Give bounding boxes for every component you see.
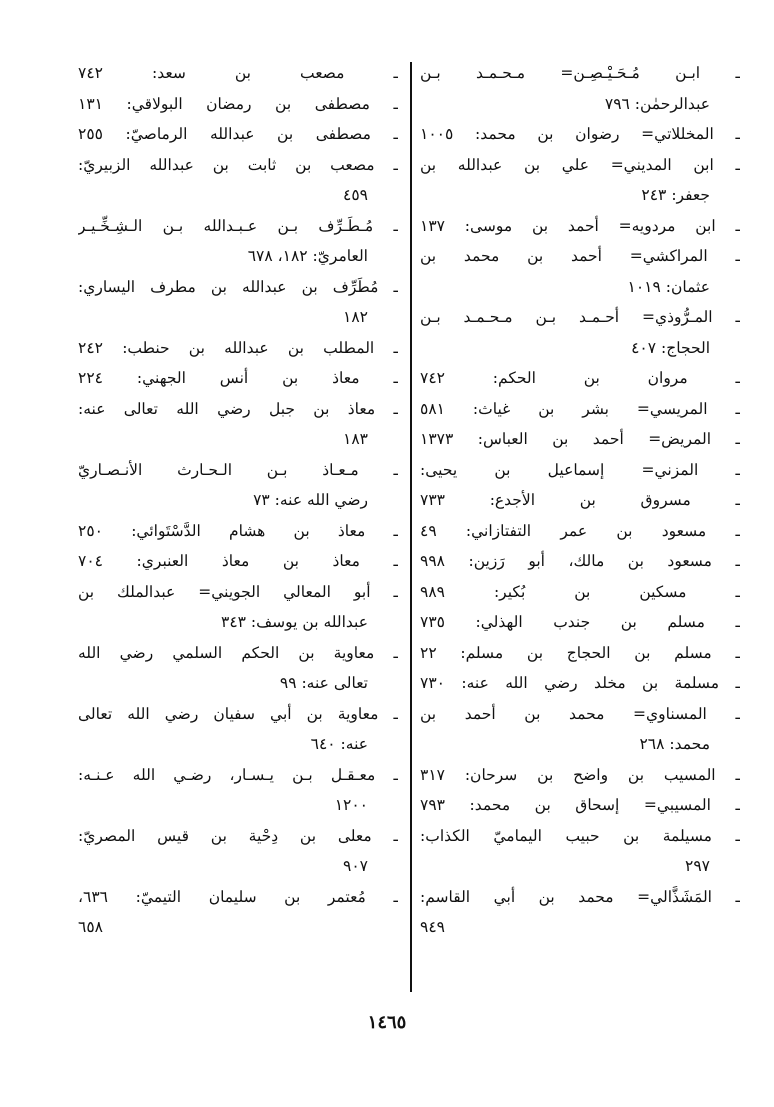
index-entry: ـ المـرُّوذي= أحـمـد بـن مـحـمـد بـن <box>420 308 740 326</box>
index-entry: ـ معاذ بن جبل رضي الله تعالى عنه: <box>78 399 398 418</box>
index-entry: ـ ابن مردويه= أحمد بن موسى: ١٣٧ <box>420 216 740 235</box>
index-entry-continuation: ١٨٢ <box>343 308 368 326</box>
index-entry: ـ المسيب بن واضح بن سرحان: ٣١٧ <box>420 765 740 784</box>
index-entry: ـ معلى بن دِحْية بن قيس المصريّ: <box>78 826 398 845</box>
index-entry: ـ المسناوي= محمد بن أحمد بن <box>420 704 740 723</box>
index-entry: ـ مسلمة بن مخلد رضي الله عنه: ٧٣٠ <box>420 674 740 692</box>
index-entry: ـ معاوية بن أبي سفيان رضي الله تعالى <box>78 704 398 723</box>
index-entry: ـ المخللاتي= رضوان بن محمد: ١٠٠٥ <box>420 125 740 143</box>
index-entry: ـ أبو المعالي الجويني= عبدالملك بن <box>78 582 398 601</box>
index-entry-continuation: عبدالرحمٰن: ٧٩٦ <box>604 94 710 113</box>
index-entry: ـ مسكين بن بُكير: ٩٨٩ <box>420 582 740 601</box>
index-entry: ـ مسعود بن مالك، أبو رَزين: ٩٩٨ <box>420 552 740 570</box>
index-entry: ـ المسيبي= إسحاق بن محمد: ٧٩٣ <box>420 796 740 814</box>
index-entry: ـ معاذ بن هشام الدَّسْتَوائي: ٢٥٠ <box>78 521 398 540</box>
index-entry: ـ مصعب بن ثابت بن عبدالله الزبيريّ: <box>78 155 398 174</box>
index-entry-continuation: عنه: ٦٤٠ <box>310 735 368 753</box>
index-entry-continuation: ٢٩٧ <box>685 857 710 875</box>
index-entry: ـ معاذ بن معاذ العنبري: ٧٠٤ <box>78 552 398 570</box>
index-entry-continuation: ٩٤٩ <box>420 918 445 936</box>
index-entry-continuation: ١٢٠٠ <box>334 796 368 814</box>
index-entry: ـ مصطفى بن عبدالله الرماصيّ: ٢٥٥ <box>78 125 398 143</box>
index-entry: ـ مسروق بن الأجدع: ٧٣٣ <box>420 491 740 509</box>
index-entry-continuation: ١٨٣ <box>343 430 368 448</box>
index-entry: ـ مُـطَـرِّف بـن عـبـدالله بـن الـشِـخِّـيـر <box>78 216 398 235</box>
index-column-right <box>420 58 740 943</box>
index-entry-continuation: محمد: ٢٦٨ <box>639 735 710 753</box>
index-entry-continuation: ٦٥٨ <box>78 918 103 936</box>
index-entry: ـ مسيلمة بن حبيب اليماميّ الكذاب: <box>420 826 740 845</box>
index-entry: ـ مسعود بن عمر التفتازاني: ٤٩ <box>420 521 740 540</box>
index-entry: ـ المريسي= بشر بن غياث: ٥٨١ <box>420 399 740 418</box>
index-entry-continuation: رضي الله عنه: ٧٣ <box>253 491 368 509</box>
index-entry-continuation: العامريّ: ١٨٢، ٦٧٨ <box>247 247 368 265</box>
index-entry-continuation: عبدالله بن يوسف: ٣٤٣ <box>221 613 368 631</box>
index-entry: ـ المطلب بن عبدالله بن حنطب: ٢٤٢ <box>78 338 398 357</box>
index-entry: ـ المزني= إسماعيل بن يحيى: <box>420 460 740 479</box>
index-entry-continuation: ٩٠٧ <box>343 857 368 875</box>
index-column-left <box>78 58 398 943</box>
index-entry: ـ مـعـاذ بـن الـحـارث الأنـصـاريّ <box>78 460 398 479</box>
index-entry: ـ مصطفى بن رمضان البولاقي: ١٣١ <box>78 94 398 113</box>
index-entry: ـ المراكشي= أحمد بن محمد بن <box>420 247 740 265</box>
index-entry: ـ مُطَرِّف بن عبدالله بن مطرف اليساري: <box>78 277 398 296</box>
index-entry: ـ معـقـل بـن يـسـار، رضـي الله عـنـه: <box>78 765 398 784</box>
column-divider <box>410 62 412 992</box>
index-entry-continuation: الحجاج: ٤٠٧ <box>631 338 710 357</box>
index-entry: ـ معاوية بن الحكم السلمي رضي الله <box>78 643 398 662</box>
index-entry-continuation: عثمان: ١٠١٩ <box>627 277 710 296</box>
index-entry: ـ المريض= أحمد بن العباس: ١٣٧٣ <box>420 430 740 448</box>
index-entry-continuation: تعالى عنه: ٩٩ <box>279 674 368 692</box>
index-entry: ـ معاذ بن أنس الجهني: ٢٢٤ <box>78 369 398 387</box>
index-entry: ـ مصعب بن سعد: ٧٤٢ <box>78 64 398 82</box>
index-entry: ـ مروان بن الحكم: ٧٤٢ <box>420 369 740 387</box>
index-entry-continuation: جعفر: ٢٤٣ <box>641 186 710 204</box>
index-entry: ـ مسلم بن جندب الهذلي: ٧٣٥ <box>420 613 740 631</box>
index-entry: ـ مُعتمر بن سليمان التيميّ: ٦٣٦، <box>78 887 398 906</box>
index-entry: ـ ابن المديني= علي بن عبدالله بن <box>420 155 740 174</box>
index-entry: ـ ابـن مُـحَـيْـصِـن= مـحـمـد بـن <box>420 64 740 82</box>
index-entry: ـ مسلم بن الحجاج بن مسلم: ٢٢ <box>420 643 740 662</box>
index-entry-continuation: ٤٥٩ <box>343 186 368 204</box>
index-entry: ـ المَشَذَّالي= محمد بن أبي القاسم: <box>420 887 740 906</box>
page-number: ١٤٦٥ <box>367 1012 407 1033</box>
